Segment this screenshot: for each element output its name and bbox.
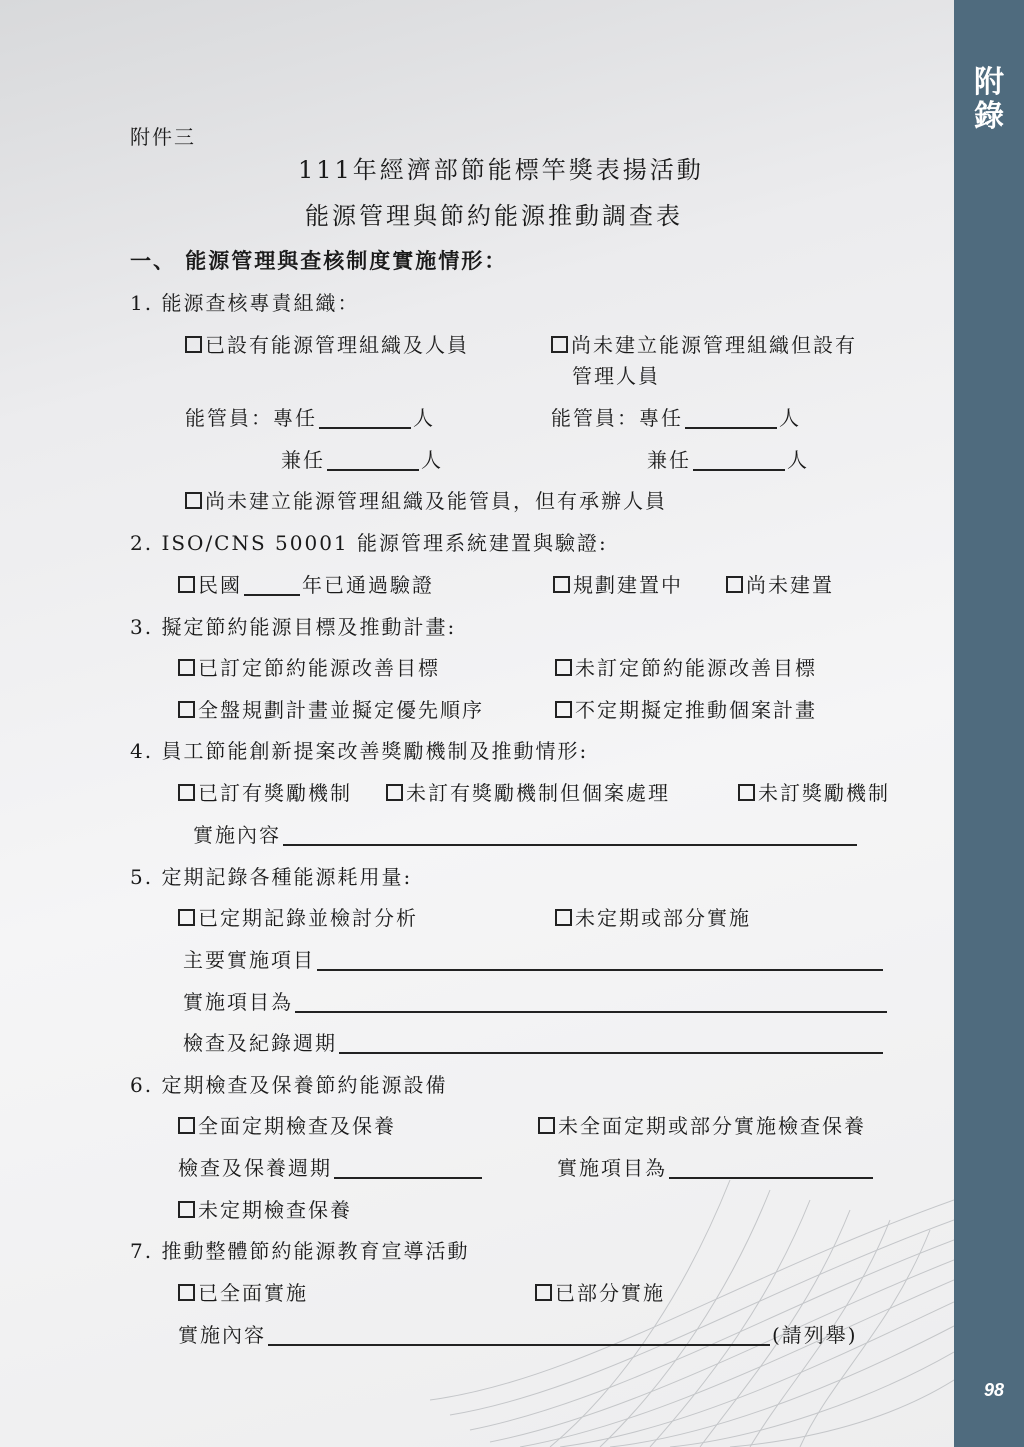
q1-parttime-b — [647, 447, 809, 473]
q1-option-c-label: 尚未建立能源管理組織及能管員，但有承辦人員 — [205, 489, 667, 513]
cycle-blank[interactable] — [334, 1157, 482, 1179]
q5-option-a[interactable] — [178, 905, 418, 931]
appendix-label: 附 錄 — [974, 65, 1004, 134]
q3-option-a-label: 已訂定節約能源改善目標 — [198, 656, 440, 680]
q4-heading: 4. 員工節能創新提案改善獎勵機制及推動情形: — [130, 739, 589, 763]
checkbox[interactable] — [551, 336, 568, 353]
checkbox[interactable] — [726, 576, 743, 593]
parttime-label: 兼任 — [281, 448, 325, 472]
q6-option-b[interactable] — [538, 1113, 866, 1139]
unit-label: 人 — [413, 406, 435, 430]
fill-blank[interactable] — [685, 407, 777, 429]
q6-heading: 6. 定期檢查及保養節約能源設備 — [130, 1073, 448, 1097]
fulltime-label: 能管員：專任 — [185, 406, 317, 430]
fulltime-label: 能管員：專任 — [551, 406, 683, 430]
year-blank[interactable] — [244, 574, 300, 596]
q7-option-a-label: 已全面實施 — [198, 1281, 308, 1305]
q2-option-a-suffix: 年已通過驗證 — [302, 573, 434, 597]
q5-heading: 5. 定期記錄各種能源耗用量: — [130, 865, 413, 889]
q5-main-items — [183, 947, 885, 973]
q3-option-c-label: 全盤規劃計畫並擬定優先順序 — [198, 698, 484, 722]
q2-option-a[interactable] — [178, 572, 434, 598]
content-label: 實施內容 — [178, 1323, 266, 1347]
checkbox[interactable] — [178, 576, 195, 593]
checkbox[interactable] — [555, 701, 572, 718]
q7-option-b[interactable] — [535, 1280, 665, 1306]
q1-option-a-label: 已設有能源管理組織及人員 — [205, 333, 469, 357]
items-blank[interactable] — [669, 1157, 873, 1179]
checkbox[interactable] — [538, 1117, 555, 1134]
side-band — [954, 0, 1024, 1447]
page-number: 98 — [983, 1380, 1004, 1400]
document-subtitle: 能源管理與節約能源推動調查表 — [305, 202, 683, 230]
q5-option-b-label: 未定期或部分實施 — [575, 906, 751, 930]
items-label: 實施項目為 — [557, 1156, 667, 1180]
parttime-label: 兼任 — [647, 448, 691, 472]
checkbox[interactable] — [178, 701, 195, 718]
q6-option-b-label: 未全面定期或部分實施檢查保養 — [558, 1114, 866, 1138]
checkbox[interactable] — [178, 784, 195, 801]
section-heading: 一、 能源管理與查核制度實施情形： — [130, 248, 508, 273]
cycle-label: 檢查及紀錄週期 — [183, 1031, 337, 1055]
unit-label: 人 — [779, 406, 801, 430]
q1-option-c[interactable] — [185, 488, 667, 514]
checkbox[interactable] — [178, 1284, 195, 1301]
q3-option-b[interactable] — [555, 655, 817, 681]
checkbox[interactable] — [738, 784, 755, 801]
unit-label: 人 — [787, 448, 809, 472]
fill-blank[interactable] — [693, 449, 785, 471]
checkbox[interactable] — [555, 659, 572, 676]
items-blank[interactable] — [295, 991, 887, 1013]
main-items-label: 主要實施項目 — [183, 948, 315, 972]
checkbox[interactable] — [178, 1117, 195, 1134]
content-blank[interactable] — [283, 824, 857, 846]
unit-label: 人 — [421, 448, 443, 472]
q3-option-d[interactable] — [555, 697, 817, 723]
q6-option-a[interactable] — [178, 1113, 396, 1139]
q1-option-a[interactable] — [185, 332, 469, 358]
cycle-blank[interactable] — [339, 1032, 883, 1054]
q6-option-c-label: 未定期檢查保養 — [198, 1198, 352, 1222]
document-title: 111年經濟部節能標竿獎表揚活動 — [298, 156, 704, 184]
q1-fulltime-a — [185, 405, 435, 431]
q3-option-a[interactable] — [178, 655, 440, 681]
q4-option-c-label: 未訂獎勵機制 — [758, 781, 890, 805]
checkbox[interactable] — [555, 909, 572, 926]
q3-option-b-label: 未訂定節約能源改善目標 — [575, 656, 817, 680]
q6-option-c[interactable] — [178, 1197, 352, 1223]
list-note: (請列舉) — [772, 1323, 858, 1347]
q5-option-b[interactable] — [555, 905, 751, 931]
q4-content — [193, 822, 859, 848]
q2-option-a-prefix: 民國 — [198, 573, 242, 597]
checkbox[interactable] — [178, 1201, 195, 1218]
checkbox[interactable] — [386, 784, 403, 801]
checkbox[interactable] — [553, 576, 570, 593]
q4-option-a[interactable] — [178, 780, 352, 806]
q7-heading: 7. 推動整體節約能源教育宣導活動 — [130, 1239, 470, 1263]
q4-option-c[interactable] — [738, 780, 890, 806]
q4-option-b[interactable] — [386, 780, 670, 806]
checkbox[interactable] — [185, 492, 202, 509]
attachment-label: 附件三 — [130, 125, 196, 149]
q2-option-b[interactable] — [553, 572, 683, 598]
q3-option-d-label: 不定期擬定推動個案計畫 — [575, 698, 817, 722]
q2-option-c[interactable] — [726, 572, 834, 598]
cycle-label: 檢查及保養週期 — [178, 1156, 332, 1180]
checkbox[interactable] — [535, 1284, 552, 1301]
q7-option-b-label: 已部分實施 — [555, 1281, 665, 1305]
q1-option-b[interactable] — [551, 332, 857, 358]
q6-option-a-label: 全面定期檢查及保養 — [198, 1114, 396, 1138]
q6-cycle — [178, 1155, 484, 1181]
q3-option-c[interactable] — [178, 697, 484, 723]
q1-parttime-a — [281, 447, 443, 473]
q7-content — [178, 1322, 858, 1348]
fill-blank[interactable] — [327, 449, 419, 471]
q1-option-b-label: 尚未建立能源管理組織但設有 — [571, 333, 857, 357]
items-label: 實施項目為 — [183, 990, 293, 1014]
q4-option-b-label: 未訂有獎勵機制但個案處理 — [406, 781, 670, 805]
q5-option-a-label: 已定期記錄並檢討分析 — [198, 906, 418, 930]
q5-cycle — [183, 1030, 885, 1056]
q4-option-a-label: 已訂有獎勵機制 — [198, 781, 352, 805]
content-label: 實施內容 — [193, 823, 281, 847]
content-blank[interactable] — [268, 1324, 770, 1346]
q2-option-b-label: 規劃建置中 — [573, 573, 683, 597]
q3-heading: 3. 擬定節約能源目標及推動計畫: — [130, 615, 457, 639]
main-items-blank[interactable] — [317, 949, 883, 971]
q1-heading: 1. 能源查核專責組織： — [130, 291, 360, 315]
q6-items — [557, 1155, 875, 1181]
checkbox[interactable] — [178, 659, 195, 676]
fill-blank[interactable] — [319, 407, 411, 429]
q1-fulltime-b — [551, 405, 801, 431]
q7-option-a[interactable] — [178, 1280, 308, 1306]
q2-heading: 2. ISO/CNS 50001 能源管理系統建置與驗證: — [130, 531, 608, 555]
q2-option-c-label: 尚未建置 — [746, 573, 834, 597]
checkbox[interactable] — [185, 336, 202, 353]
q1-option-b-continued: 管理人員 — [572, 364, 660, 388]
q5-items — [183, 989, 889, 1015]
checkbox[interactable] — [178, 909, 195, 926]
